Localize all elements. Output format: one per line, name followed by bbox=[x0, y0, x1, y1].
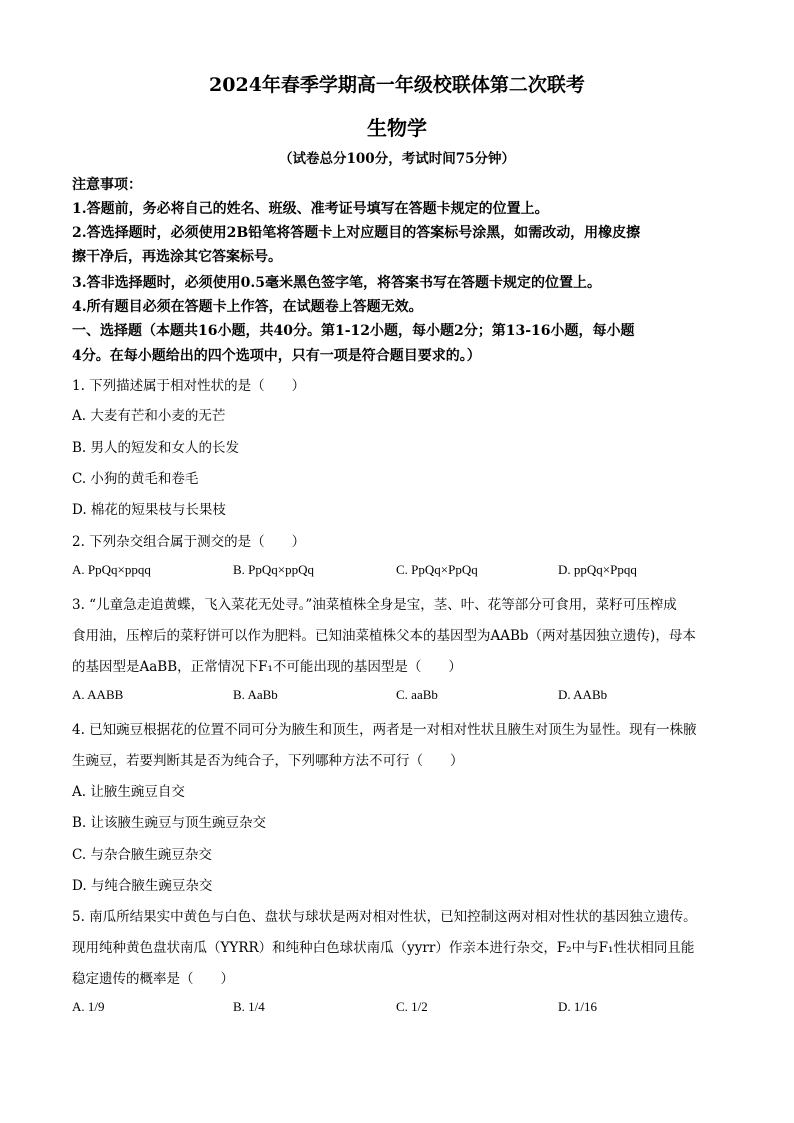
question-1-option-c: C. 小狗的黄毛和卷毛 bbox=[72, 471, 199, 487]
subject-title: 生物学 bbox=[367, 116, 427, 140]
question-3-line: 的基因型是AaBB，正常情况下F₁不可能出现的基因型是（ ） bbox=[72, 659, 462, 675]
question-1-stem: 1. 下列描述属于相对性状的是（ ） bbox=[72, 378, 306, 394]
question-5-option-b: B. 1/4 bbox=[233, 999, 265, 1014]
note-item: 2.答选择题时，必须使用2B铅笔将答题卡上对应题目的答案标号涂黑，如需改动，用橡皮擦 bbox=[72, 225, 641, 241]
question-3-option-d: D. AABb bbox=[558, 687, 608, 702]
question-2-stem: 2. 下列杂交组合属于测交的是（ ） bbox=[72, 534, 306, 550]
question-4-line: 生豌豆，若要判断其是否为纯合子，下列哪种方法不可行（ ） bbox=[72, 753, 464, 769]
question-5-option-c: C. 1/2 bbox=[396, 999, 428, 1014]
question-5-line: 现用纯种黄色盘状南瓜（YYRR）和纯种白色球状南瓜（yyrr）作亲本进行杂交，F₂中与F₁性状相同且能 bbox=[72, 940, 695, 956]
note-item: 1.答题前，务必将自己的姓名、班级、准考证号填写在答题卡规定的位置上。 bbox=[72, 201, 549, 217]
exam-info: （试卷总分100分，考试时间75分钟） bbox=[279, 151, 515, 167]
question-2-option-c: C. PpQq×PpQq bbox=[396, 562, 478, 577]
question-1-option-b: B. 男人的短发和女人的长发 bbox=[72, 440, 240, 456]
question-3-option-c: C. aaBb bbox=[396, 687, 438, 702]
note-item: 3.答非选择题时，必须使用0.5毫米黑色签字笔，将答案书写在答题卡规定的位置上。 bbox=[72, 275, 601, 291]
question-4-line: 4. 已知豌豆根据花的位置不同可分为腋生和顶生，两者是一对相对性状且腋生对顶生为显性。现有一株腋 bbox=[72, 722, 697, 738]
question-4-option-a: A. 让腋生豌豆自交 bbox=[72, 784, 185, 800]
question-2-option-a: A. PpQq×ppqq bbox=[72, 562, 151, 577]
question-3-line: 3. “儿童急走追黄蝶，飞入菜花无处寻。”油菜植株全身是宝，茎、叶、花等部分可食用，菜籽可压榨成 bbox=[72, 597, 677, 613]
question-3-line: 食用油，压榨后的菜籽饼可以作为肥料。已知油菜植株父本的基因型为AABb（两对基因独立遗传)，母本 bbox=[72, 628, 696, 644]
question-3-option-b: B. AaBb bbox=[233, 687, 278, 702]
section-heading-cont: 4分。在每小题给出的四个选项中，只有一项是符合题目要求的。） bbox=[72, 348, 481, 364]
exam-title: 2024年春季学期高一年级校联体第二次联考 bbox=[209, 74, 585, 96]
notes-heading: 注意事项： bbox=[72, 177, 142, 193]
question-2-option-b: B. PpQq×ppQq bbox=[233, 562, 315, 577]
question-5-line: 稳定遗传的概率是（ ） bbox=[72, 971, 234, 987]
question-1-option-a: A. 大麦有芒和小麦的无芒 bbox=[72, 408, 226, 424]
question-4-option-c: C. 与杂合腋生豌豆杂交 bbox=[72, 847, 212, 863]
question-5-option-d: D. 1/16 bbox=[558, 999, 597, 1014]
question-3-option-a: A. AABB bbox=[72, 687, 124, 702]
section-heading: 一、选择题（本题共16小题，共40分。第1-12小题，每小题2分；第13-16小题，每小题 bbox=[72, 323, 635, 339]
question-1-option-d: D. 棉花的短果枝与长果枝 bbox=[72, 502, 226, 518]
question-5-line: 5. 南瓜所结果实中黄色与白色、盘状与球状是两对相对性状，已知控制这两对相对性状的基因独立遗传。 bbox=[72, 909, 697, 925]
note-item: 4.所有题目必须在答题卡上作答，在试题卷上答题无效。 bbox=[72, 299, 423, 315]
question-4-option-b: B. 让该腋生豌豆与顶生豌豆杂交 bbox=[72, 815, 267, 831]
note-item: 擦干净后，再选涂其它答案标号。 bbox=[72, 249, 282, 265]
question-2-option-d: D. ppQq×Ppqq bbox=[558, 562, 637, 577]
question-4-option-d: D. 与纯合腋生豌豆杂交 bbox=[72, 878, 213, 894]
question-5-option-a: A. 1/9 bbox=[72, 999, 105, 1014]
